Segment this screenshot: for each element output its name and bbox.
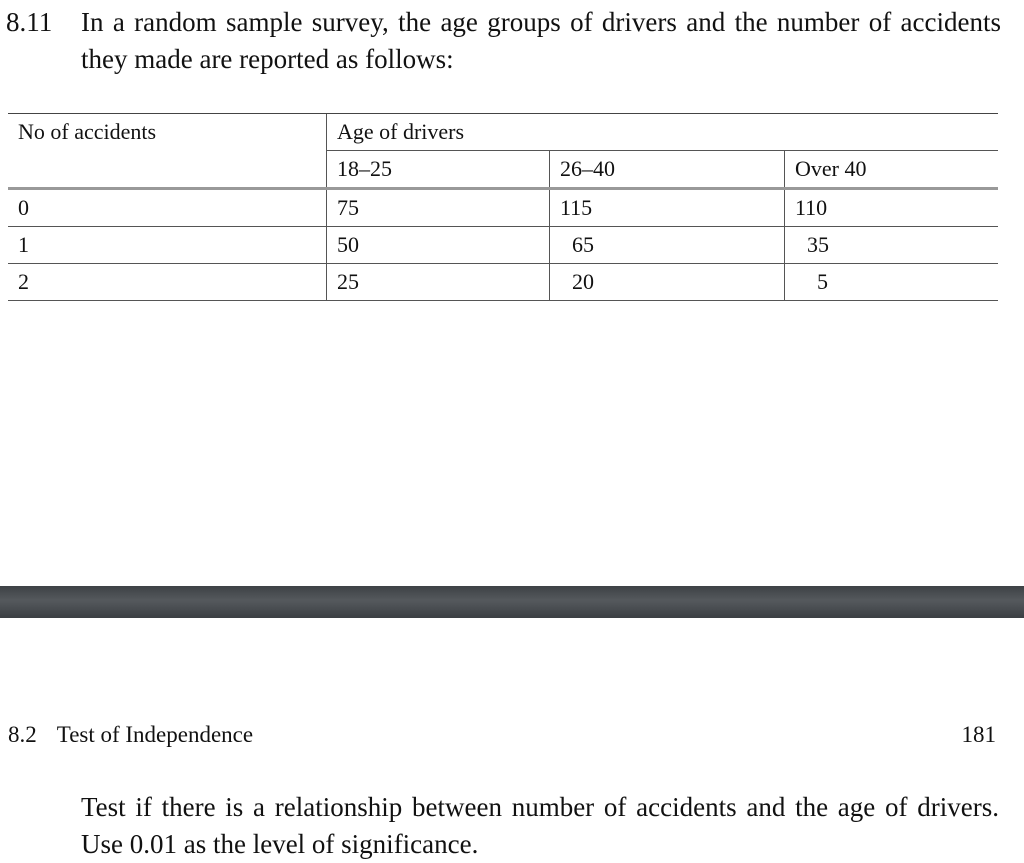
table-header-row	[8, 114, 998, 151]
value-cell: 5	[785, 264, 999, 301]
table-row	[8, 264, 998, 301]
table-row	[8, 189, 998, 227]
problem-statement	[6, 4, 1001, 78]
table-row	[8, 227, 998, 264]
value-cell: 25	[327, 264, 550, 301]
value-cell: 20	[550, 264, 785, 301]
table-subheader-row	[8, 151, 998, 189]
group-header: Age of drivers	[327, 114, 999, 151]
running-header	[8, 722, 996, 748]
page-number: 181	[961, 722, 996, 747]
value-cell: 75	[327, 189, 550, 227]
task-text: Test if there is a relationship between number of accidents and the age of drivers. Use 0.01 as the level of significance.	[81, 792, 999, 859]
col-header-18-25: 18–25	[327, 151, 550, 189]
accidents-cell: 2	[8, 264, 327, 301]
value-cell: 65	[550, 227, 785, 264]
section-heading	[8, 722, 253, 748]
section-number: 8.2	[8, 722, 37, 747]
value-cell: 115	[550, 189, 785, 227]
value-cell: 35	[785, 227, 999, 264]
col-header-26-40: 26–40	[550, 151, 785, 189]
accidents-cell: 1	[8, 227, 327, 264]
section-title: Test of Independence	[56, 722, 254, 747]
value-cell: 110	[785, 189, 999, 227]
col-header-over-40: Over 40	[785, 151, 999, 189]
row-header-spacer	[8, 151, 327, 189]
page-break-divider	[0, 586, 1024, 618]
row-header-label: No of accidents	[8, 114, 327, 151]
value-cell: 50	[327, 227, 550, 264]
accidents-cell: 0	[8, 189, 327, 227]
problem-text: In a random sample survey, the age groups of drivers and the number of accidents they made are reported as follows:	[81, 7, 1001, 74]
problem-number: 8.11	[6, 7, 53, 37]
accidents-by-age-table	[8, 113, 998, 301]
